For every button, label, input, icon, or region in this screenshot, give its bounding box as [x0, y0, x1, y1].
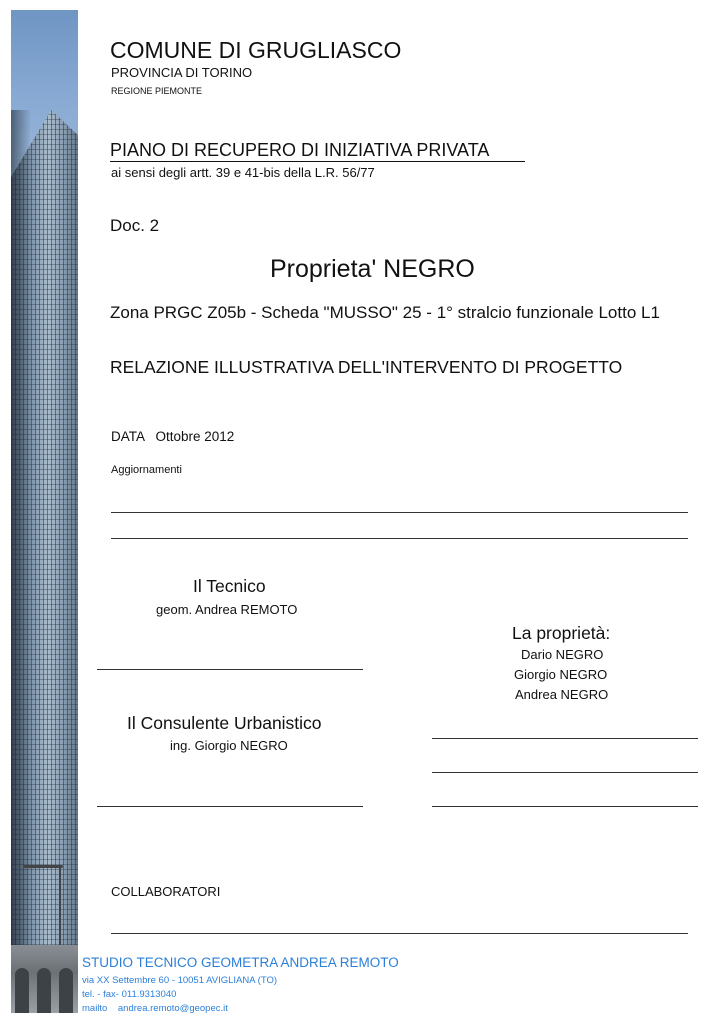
property-title: Proprieta' NEGRO [270, 255, 475, 283]
doc-number: Doc. 2 [110, 216, 160, 235]
studio-phone: tel. - fax- 011.9313040 [82, 989, 177, 1000]
tecnico-signature-line [97, 669, 363, 670]
data-label: DATA Ottobre 2012 [111, 429, 235, 444]
consulente-title: Il Consulente Urbanistico [127, 713, 322, 733]
tecnico-title: Il Tecnico [193, 576, 266, 596]
regione-label: REGIONE PIEMONTE [111, 86, 203, 96]
piano-subtitle: ai sensi degli artt. 39 e 41-bis della L.R. 56/77 [111, 165, 375, 180]
tecnico-name: geom. Andrea REMOTO [156, 602, 298, 617]
collaboratori-line [111, 933, 688, 934]
studio-mail-link[interactable]: mailto andrea.remoto@geopec.it [82, 1003, 228, 1014]
owner-3: Andrea NEGRO [515, 687, 609, 702]
skyscraper-image [11, 10, 78, 1013]
relazione-title: RELAZIONE ILLUSTRATIVA DELL'INTERVENTO DI PROGETTO [110, 357, 623, 377]
street-lamp [23, 865, 63, 868]
piano-underline [110, 161, 525, 162]
studio-address: via XX Settembre 60 - 10051 AVIGLIANA (TO) [82, 975, 278, 986]
studio-name: STUDIO TECNICO GEOMETRA ANDREA REMOTO [82, 955, 399, 970]
consulente-name: ing. Giorgio NEGRO [170, 738, 288, 753]
owner-signature-line-3 [432, 806, 698, 807]
provincia-label: PROVINCIA DI TORINO [111, 65, 253, 80]
comune-title: COMUNE DI GRUGLIASCO [110, 37, 402, 63]
collaboratori-label: COLLABORATORI [111, 884, 221, 899]
owner-signature-line-1 [432, 738, 698, 739]
owner-1: Dario NEGRO [521, 647, 604, 662]
consulente-signature-line [97, 806, 363, 807]
piano-title: PIANO DI RECUPERO DI INIZIATIVA PRIVATA [110, 140, 490, 160]
aggiornamenti-line-2 [111, 538, 688, 539]
aggiornamenti-line-1 [111, 512, 688, 513]
zona-label: Zona PRGC Z05b - Scheda "MUSSO" 25 - 1° stralcio funzionale Lotto L1 [110, 303, 660, 322]
aggiornamenti-label: Aggiornamenti [111, 464, 182, 476]
proprieta-title: La proprietà: [512, 623, 611, 643]
owner-signature-line-2 [432, 772, 698, 773]
owner-2: Giorgio NEGRO [514, 667, 608, 682]
